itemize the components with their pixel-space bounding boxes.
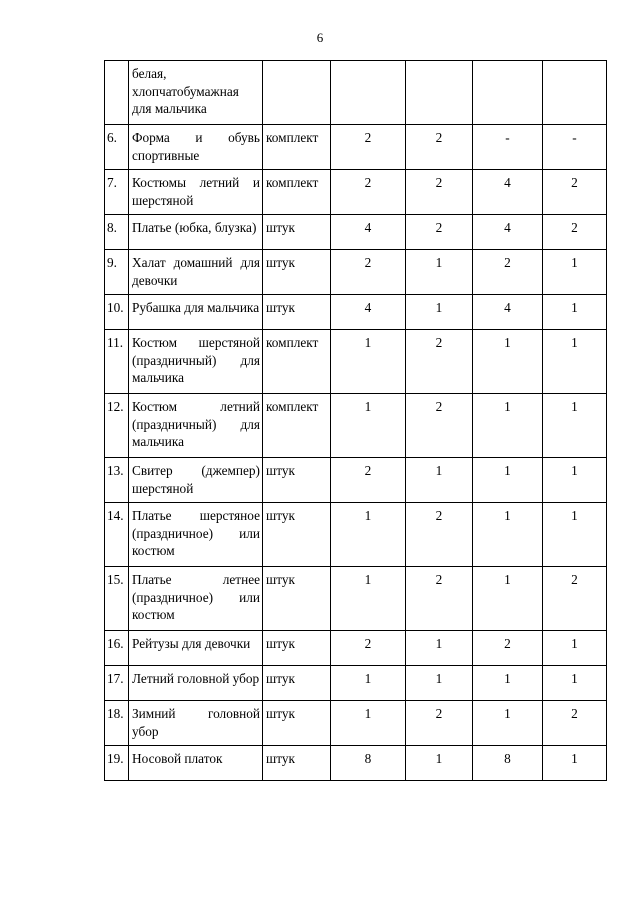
item-name-cell: Форма и обувь спортивные [129,125,263,170]
value-cell: 1 [406,666,473,701]
value-cell: 2 [331,170,406,215]
page-number: 6 [316,30,324,45]
value-cell: 1 [473,394,543,458]
value-cell: 1 [406,746,473,781]
value-cell: 1 [473,330,543,394]
row-number-cell: 9. [105,250,129,295]
table-row [105,567,607,631]
value-cell: 1 [473,701,543,746]
item-name-cell: Костюмы летний и шерстяной [129,170,263,215]
table-row [105,330,607,394]
value-cell: 4 [473,170,543,215]
table-row [105,295,607,330]
item-name-cell: Платье (юбка, блузка) [129,215,263,250]
value-cell: 1 [543,458,607,503]
value-cell: 1 [331,394,406,458]
row-number-cell: 8. [105,215,129,250]
table-row [105,61,607,125]
item-name-cell: белая, хлопчатобумажная для мальчика [129,61,263,125]
value-cell: 2 [406,567,473,631]
row-number-cell: 11. [105,330,129,394]
item-name-cell: Носовой платок [129,746,263,781]
value-cell: 2 [543,701,607,746]
value-cell: 2 [406,701,473,746]
item-name-cell: Костюм летний (праздничный) для мальчика [129,394,263,458]
value-cell: 1 [473,567,543,631]
table-row [105,666,607,701]
unit-cell: штук [263,250,331,295]
item-name-cell: Халат домашний для девочки [129,250,263,295]
table-row [105,746,607,781]
unit-cell: штук [263,631,331,666]
value-cell: 2 [543,170,607,215]
unit-cell: комплект [263,330,331,394]
value-cell: 8 [331,746,406,781]
unit-cell: штук [263,567,331,631]
value-cell: 1 [406,295,473,330]
row-number-cell: 14. [105,503,129,567]
row-number-cell: 17. [105,666,129,701]
value-cell: 1 [331,330,406,394]
value-cell: 1 [331,701,406,746]
item-name-cell: Платье летнее (праздничное) или костюм [129,567,263,631]
item-name-cell: Платье шерстяное (праздничное) или костюм [129,503,263,567]
value-cell: 2 [543,215,607,250]
unit-cell: комплект [263,394,331,458]
unit-cell: штук [263,295,331,330]
row-number-cell: 10. [105,295,129,330]
value-cell: 2 [406,330,473,394]
value-cell: 1 [543,631,607,666]
value-cell: 1 [406,250,473,295]
table-row [105,503,607,567]
value-cell: 4 [331,295,406,330]
unit-cell: штук [263,666,331,701]
value-cell [406,61,473,125]
value-cell [473,61,543,125]
row-number-cell: 15. [105,567,129,631]
value-cell: 2 [331,250,406,295]
value-cell: - [543,125,607,170]
value-cell: 1 [543,330,607,394]
row-number-cell: 12. [105,394,129,458]
table-row [105,170,607,215]
value-cell: 2 [331,458,406,503]
value-cell: 2 [473,631,543,666]
unit-cell: штук [263,458,331,503]
item-name-cell: Рубашка для мальчика [129,295,263,330]
value-cell: 2 [331,125,406,170]
value-cell: 2 [406,125,473,170]
value-cell: 1 [331,503,406,567]
value-cell: 4 [473,295,543,330]
table-row [105,250,607,295]
value-cell: 1 [543,250,607,295]
row-number-cell: 16. [105,631,129,666]
item-name-cell: Рейтузы для девочки [129,631,263,666]
value-cell: 2 [406,394,473,458]
unit-cell: комплект [263,125,331,170]
unit-cell [263,61,331,125]
row-number-cell [105,61,129,125]
value-cell: 2 [543,567,607,631]
value-cell: 1 [406,458,473,503]
value-cell: 8 [473,746,543,781]
unit-cell: штук [263,746,331,781]
item-name-cell: Костюм шерстяной (праздничный) для мальчика [129,330,263,394]
row-number-cell: 18. [105,701,129,746]
item-name-cell: Летний головной убор [129,666,263,701]
value-cell: 1 [473,458,543,503]
unit-cell: штук [263,215,331,250]
value-cell: 4 [331,215,406,250]
table-row [105,631,607,666]
row-number-cell: 7. [105,170,129,215]
unit-cell: штук [263,701,331,746]
unit-cell: штук [263,503,331,567]
unit-cell: комплект [263,170,331,215]
item-name-cell: Свитер (джемпер) шерстяной [129,458,263,503]
value-cell: 1 [543,394,607,458]
value-cell: 1 [406,631,473,666]
value-cell: 2 [406,215,473,250]
row-number-cell: 19. [105,746,129,781]
value-cell: 2 [473,250,543,295]
row-number-cell: 6. [105,125,129,170]
value-cell: 4 [473,215,543,250]
value-cell: 1 [543,503,607,567]
value-cell: 1 [473,666,543,701]
value-cell: - [473,125,543,170]
table-row [105,458,607,503]
value-cell: 1 [543,295,607,330]
value-cell: 2 [331,631,406,666]
value-cell: 1 [473,503,543,567]
table-row [105,394,607,458]
table-row [105,215,607,250]
norms-table [104,60,607,781]
row-number-cell: 13. [105,458,129,503]
table-row [105,701,607,746]
value-cell: 1 [331,567,406,631]
value-cell: 1 [543,746,607,781]
value-cell: 2 [406,170,473,215]
value-cell: 1 [331,666,406,701]
value-cell: 2 [406,503,473,567]
value-cell: 1 [543,666,607,701]
item-name-cell: Зимний головной убор [129,701,263,746]
value-cell [543,61,607,125]
value-cell [331,61,406,125]
table-row [105,125,607,170]
